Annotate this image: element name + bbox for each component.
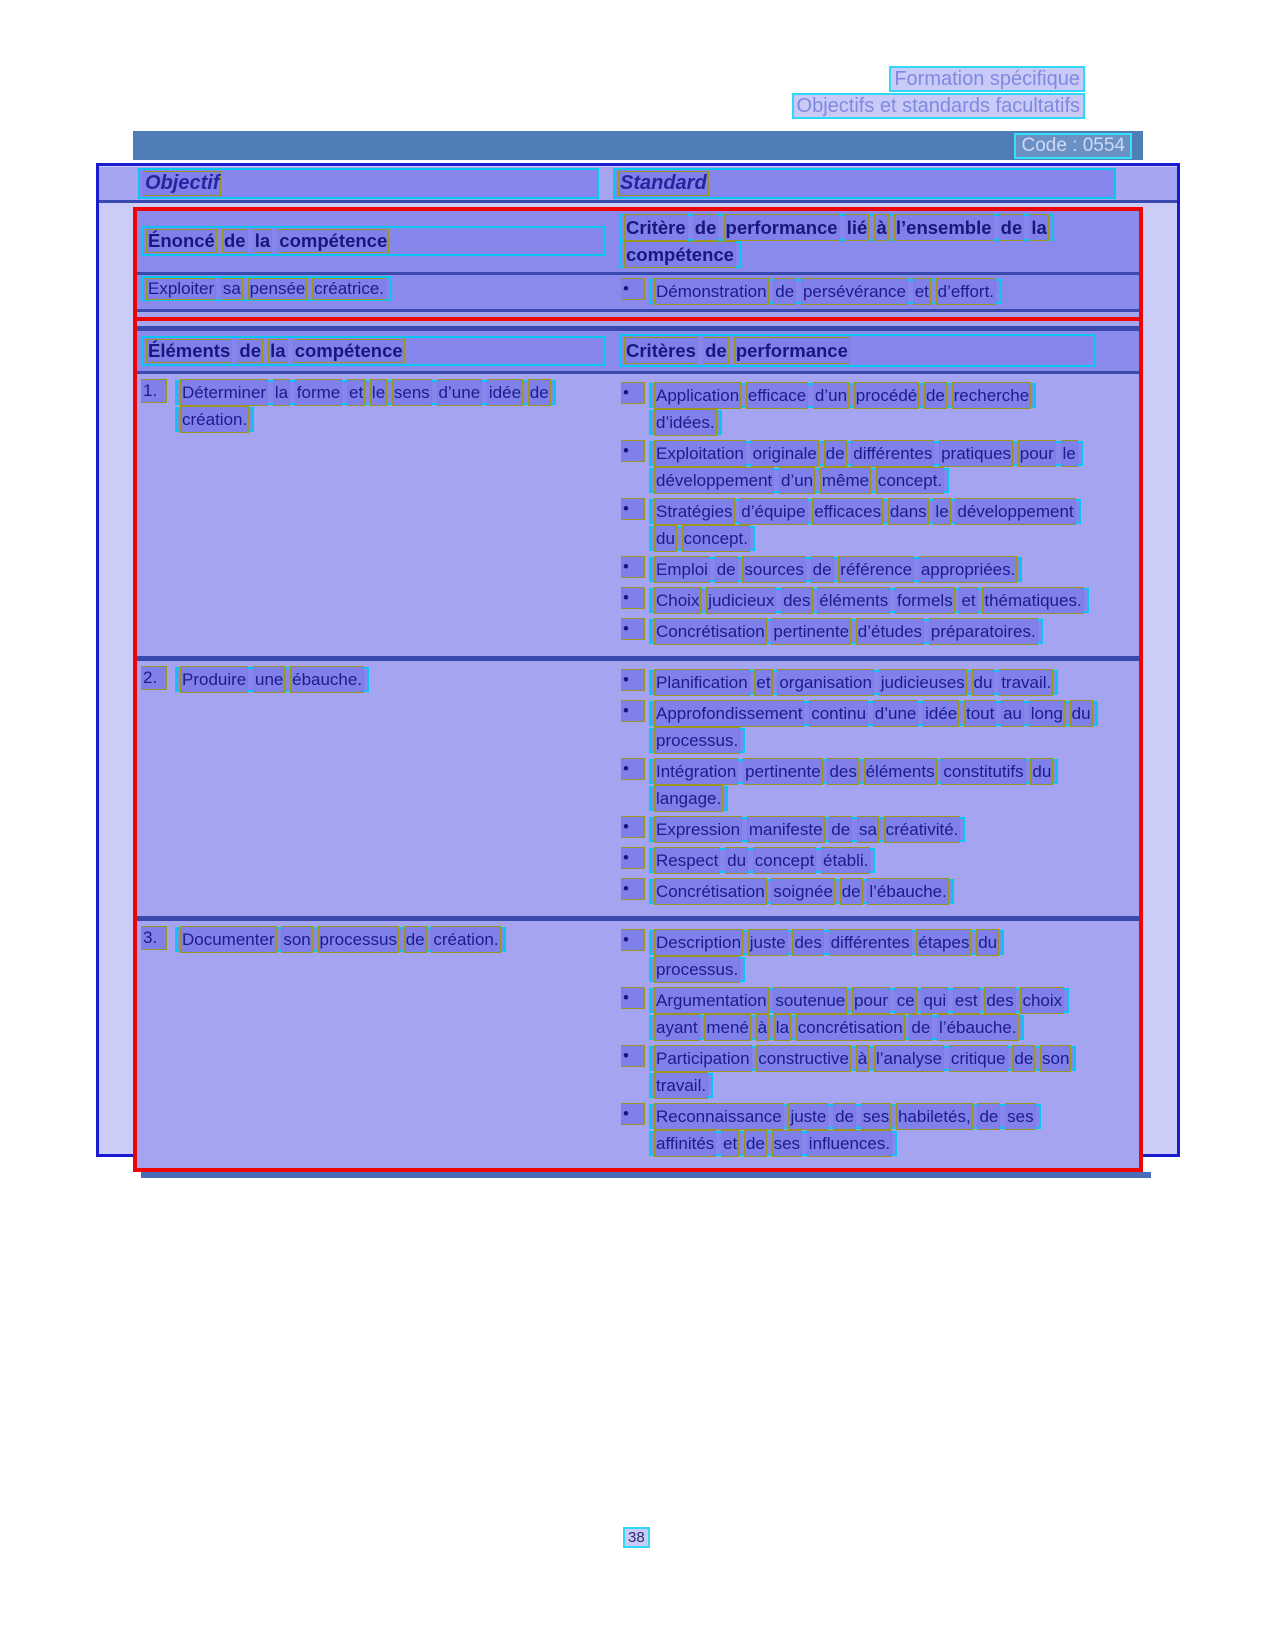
criterion-text: Reconnaissance juste de ses habiletés, de ses affinités et de ses influences.	[649, 1104, 1041, 1156]
section-divider-red	[137, 317, 1139, 321]
bullet-icon: •	[621, 669, 645, 691]
criterion-item	[619, 700, 1139, 754]
code-bar	[133, 131, 1143, 160]
bullet-icon: •	[621, 847, 645, 869]
bullet-icon: •	[621, 587, 645, 609]
bullet-icon: •	[621, 618, 645, 640]
critere-header: Critère de performance lié à l’ensemble de la compétence	[619, 214, 1054, 268]
criterion-text: Expression manifeste de sa créativité.	[649, 817, 965, 842]
bullet-icon: •	[621, 929, 645, 951]
running-head-line1	[792, 66, 1085, 93]
elements-header: Éléments de la compétence	[141, 336, 605, 366]
competency-row	[137, 916, 1139, 1168]
criterion-item	[619, 498, 1139, 552]
bullet-icon: •	[621, 1103, 645, 1125]
criterion-item	[619, 556, 1139, 583]
criterion-item	[619, 987, 1139, 1041]
criterion-text: Stratégies d’équipe efficaces dans le développement du concept.	[649, 499, 1081, 551]
page-number-text: 38	[623, 1527, 650, 1548]
section2-header-row	[137, 331, 1139, 374]
bullet-icon: •	[621, 816, 645, 838]
section1-header-row	[137, 211, 1139, 275]
criterion-text: Respect du concept établi.	[649, 848, 875, 873]
criterion-text: Exploitation originale de différentes pratiques pour le développement d’un même concept.	[649, 441, 1083, 493]
bullet-icon: •	[621, 700, 645, 722]
criterion-item	[619, 929, 1139, 983]
competency-element-text: Documenter son processus de création.	[175, 927, 506, 952]
running-head-line2	[792, 93, 1085, 120]
objectif-column-header: Objectif	[138, 168, 599, 199]
elements-header-cell	[137, 336, 619, 366]
competency-element-cell	[137, 379, 619, 649]
content-panel	[96, 163, 1180, 1157]
competency-element-cell	[137, 926, 619, 1161]
enonce-header: Énoncé de la compétence	[141, 226, 605, 256]
competency-row	[137, 656, 1139, 916]
bullet-icon: •	[621, 382, 645, 404]
criteres-header-cell	[619, 334, 1139, 367]
criterion-item	[619, 278, 1139, 305]
criterion-item	[619, 878, 1139, 905]
running-head	[792, 66, 1085, 120]
bullet-icon: •	[621, 878, 645, 900]
criterion-item	[619, 1045, 1139, 1099]
criterion-text: Argumentation soutenue pour ce qui est des choix ayant mené à la concrétisation de l’ébauche.	[649, 988, 1069, 1040]
criterion-text: Choix judicieux des éléments formels et thématiques.	[649, 588, 1089, 613]
item-number: 3.	[141, 926, 167, 950]
bullet-icon: •	[621, 987, 645, 1009]
criterion-item	[619, 587, 1139, 614]
criterion-item	[619, 382, 1139, 436]
bullet-icon: •	[621, 1045, 645, 1067]
column-header-row	[99, 167, 1177, 203]
criterion-text: Description juste des différentes étapes du processus.	[649, 930, 1004, 982]
criteria-cell	[619, 379, 1139, 649]
page-number	[623, 1529, 650, 1546]
criteres-header: Critères de performance	[619, 334, 1095, 367]
section2-rows	[137, 374, 1139, 1168]
criterion-item	[619, 816, 1139, 843]
criterion-text: Application efficace d’un procédé de recherche d’idées.	[649, 383, 1036, 435]
critere-header-cell	[619, 214, 1139, 268]
criterion-item	[619, 758, 1139, 812]
running-head-line2-text: Objectifs et standards facultatifs	[792, 93, 1085, 119]
criteria-cell	[619, 666, 1139, 909]
criterion-text: Concrétisation pertinente d’études préparatoires.	[649, 619, 1043, 644]
competence-statement-cell	[137, 278, 619, 305]
competency-element-text: Produire une ébauche.	[175, 667, 369, 692]
running-head-line1-text: Formation spécifique	[889, 66, 1085, 92]
criterion-item	[619, 847, 1139, 874]
criterion-text: Intégration pertinente des éléments constitutifs du langage.	[649, 759, 1058, 811]
bullet-icon: •	[621, 498, 645, 520]
competence-statement: Exploiter sa pensée créatrice.	[141, 276, 391, 301]
bullet-icon: •	[621, 440, 645, 462]
item-number: 2.	[141, 666, 167, 690]
competency-table	[133, 207, 1143, 1172]
enonce-header-cell	[137, 226, 619, 256]
criterion-item	[619, 618, 1139, 645]
criterion-item	[619, 669, 1139, 696]
criterion-text: Planification et organisation judicieuses du travail.	[649, 670, 1058, 695]
code-label: Code : 0554	[1014, 133, 1132, 159]
competency-element-text: Déterminer la forme et le sens d’une idée de création.	[175, 380, 556, 432]
item-number: 1.	[141, 379, 167, 403]
bullet-icon: •	[621, 278, 645, 300]
criterion-text: Participation constructive à l’analyse critique de son travail.	[649, 1046, 1076, 1098]
criterion-text: Emploi de sources de référence appropriées.	[649, 557, 1022, 582]
criterion-item	[619, 440, 1139, 494]
standard-column-header: Standard	[613, 168, 1116, 199]
section1-row	[137, 275, 1139, 312]
criterion-text: Approfondissement continu d’une idée tout au long du processus.	[649, 701, 1098, 753]
bullet-icon: •	[621, 758, 645, 780]
criteria-cell	[619, 926, 1139, 1161]
section1-criteria-cell	[619, 278, 1139, 305]
competency-element-cell	[137, 666, 619, 909]
table-shadow	[141, 1172, 1151, 1178]
standard-column-cell	[613, 168, 1177, 199]
criterion-text: Concrétisation soignée de l’ébauche.	[649, 879, 954, 904]
objectif-column-cell	[99, 168, 613, 199]
competency-row	[137, 374, 1139, 656]
bullet-icon: •	[621, 556, 645, 578]
criterion-item	[619, 1103, 1139, 1157]
criterion-text: Démonstration de persévérance et d’effort.	[649, 279, 1001, 304]
